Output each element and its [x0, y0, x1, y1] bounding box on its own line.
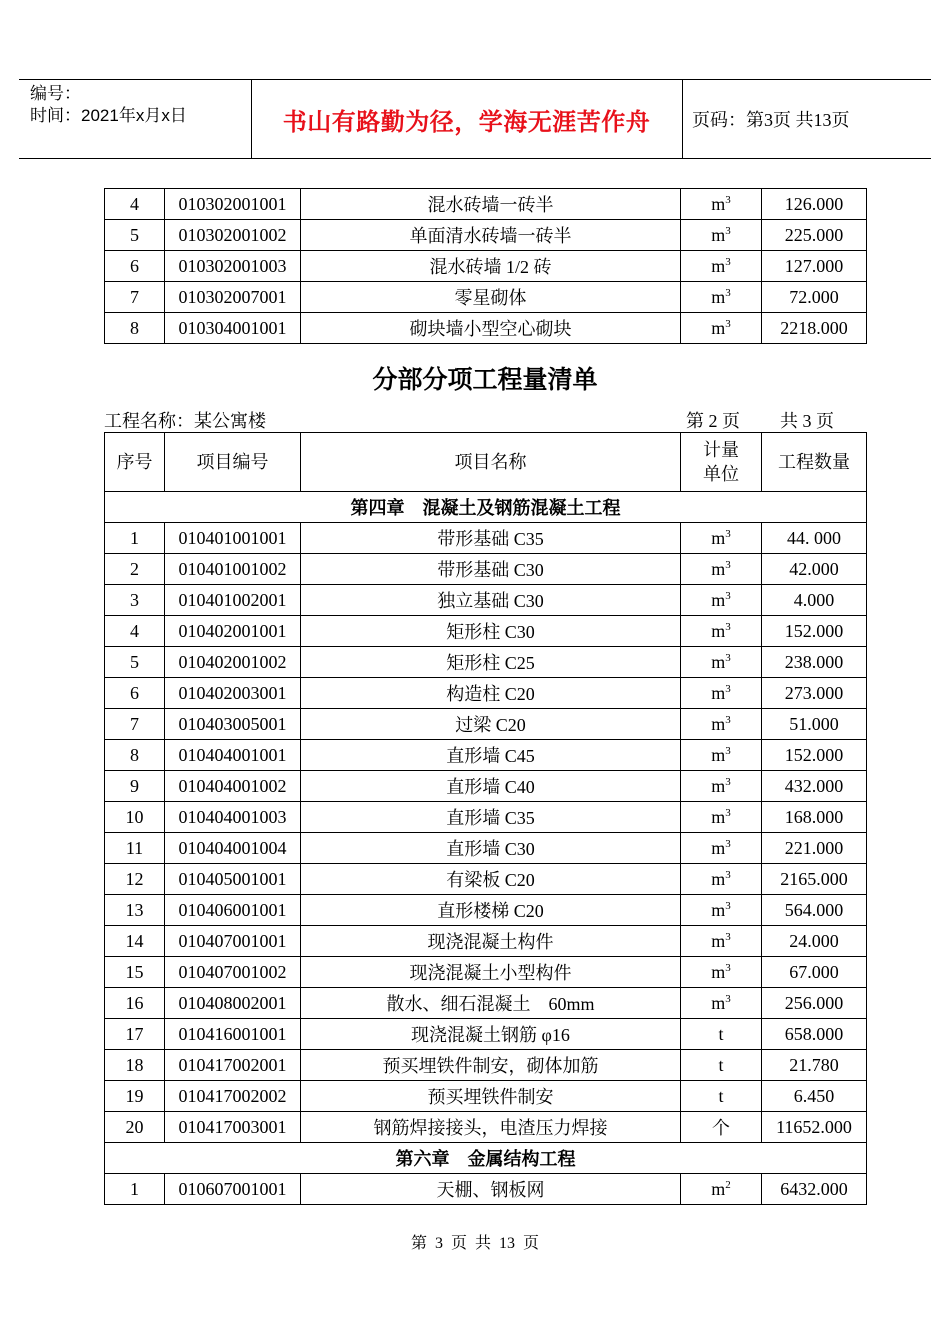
- row-no: 7: [105, 282, 165, 313]
- row-unit: [681, 251, 762, 282]
- row-unit: [681, 1112, 762, 1143]
- chapter-row: [105, 1143, 867, 1174]
- table-row: [105, 1174, 867, 1205]
- header-name: 项目名称: [301, 433, 681, 492]
- row-no: 17: [105, 1019, 165, 1050]
- row-no: 6: [105, 678, 165, 709]
- row-code: 010404001001: [165, 740, 301, 771]
- row-unit-symbol: m: [711, 1178, 726, 1199]
- row-unit-exponent: 3: [725, 682, 731, 695]
- row-name: 混水砖墙 1/2 砖: [301, 251, 681, 282]
- row-qty: 168.000: [762, 802, 867, 833]
- row-no: 1: [105, 1174, 165, 1205]
- row-unit: [681, 709, 762, 740]
- row-name: 天棚、钢板网: [301, 1174, 681, 1205]
- row-unit: [681, 864, 762, 895]
- row-unit: [681, 282, 762, 313]
- row-name: 有梁板 C20: [301, 864, 681, 895]
- row-qty: 2165.000: [762, 864, 867, 895]
- row-qty: 152.000: [762, 740, 867, 771]
- row-unit-symbol: m: [711, 193, 726, 214]
- row-qty: 432.000: [762, 771, 867, 802]
- table-row: [105, 585, 867, 616]
- row-unit-symbol: m: [711, 286, 726, 307]
- chapter-6-heading: 第六章 金属结构工程: [105, 1143, 867, 1174]
- chapter-row: [105, 492, 867, 523]
- row-unit-exponent: 3: [725, 930, 731, 943]
- row-name: 零星砌体: [301, 282, 681, 313]
- row-qty: 51.000: [762, 709, 867, 740]
- row-name: 矩形柱 C30: [301, 616, 681, 647]
- row-unit-symbol: m: [711, 713, 726, 734]
- row-name: 矩形柱 C25: [301, 647, 681, 678]
- row-unit-exponent: 3: [725, 224, 731, 237]
- row-code: 010417003001: [165, 1112, 301, 1143]
- row-code: 010401002001: [165, 585, 301, 616]
- header-page-info: 页码：第3页 共13页: [692, 110, 850, 130]
- row-code: 010402001002: [165, 647, 301, 678]
- table-row: [105, 282, 867, 313]
- row-unit-symbol: m: [711, 317, 726, 338]
- row-name: 现浇混凝土小型构件: [301, 957, 681, 988]
- table-row: [105, 1019, 867, 1050]
- row-unit: [681, 802, 762, 833]
- row-unit-symbol: m: [711, 620, 726, 641]
- table-row: [105, 616, 867, 647]
- table-row: [105, 895, 867, 926]
- row-code: 010407001001: [165, 926, 301, 957]
- table-row: [105, 189, 867, 220]
- row-no: 5: [105, 647, 165, 678]
- table-row: [105, 678, 867, 709]
- page-footer: 第 3 页 共 13 页: [410, 1235, 539, 1252]
- table-row: [105, 647, 867, 678]
- row-no: 9: [105, 771, 165, 802]
- row-code: 010406001001: [165, 895, 301, 926]
- row-name: 直形墙 C30: [301, 833, 681, 864]
- row-unit-exponent: 3: [725, 193, 731, 206]
- row-unit-symbol: m: [711, 930, 726, 951]
- row-unit: [681, 523, 762, 554]
- table-row: [105, 709, 867, 740]
- header-motto: 书山有路勤为径，学海无涯苦作舟: [251, 80, 683, 158]
- table-row: [105, 771, 867, 802]
- row-no: 5: [105, 220, 165, 251]
- row-qty: 44. 000: [762, 523, 867, 554]
- row-code: 010302007001: [165, 282, 301, 313]
- row-qty: 24.000: [762, 926, 867, 957]
- row-name: 带形基础 C30: [301, 554, 681, 585]
- table-row: [105, 523, 867, 554]
- row-unit-symbol: m: [711, 899, 726, 920]
- row-no: 6: [105, 251, 165, 282]
- row-unit: [681, 1019, 762, 1050]
- row-qty: 256.000: [762, 988, 867, 1019]
- row-unit-symbol: t: [718, 1085, 724, 1106]
- row-unit-exponent: 3: [725, 713, 731, 726]
- row-unit: [681, 926, 762, 957]
- row-code: 010607001001: [165, 1174, 301, 1205]
- row-qty: 152.000: [762, 616, 867, 647]
- row-unit: [681, 678, 762, 709]
- row-unit-symbol: m: [711, 224, 726, 245]
- row-unit-exponent: 3: [725, 837, 731, 850]
- row-unit: [681, 1174, 762, 1205]
- row-unit: [681, 585, 762, 616]
- row-unit-symbol: m: [711, 837, 726, 858]
- header-unit-line2: 单位: [703, 464, 739, 484]
- row-unit-symbol: m: [711, 806, 726, 827]
- row-unit-exponent: 3: [725, 744, 731, 757]
- row-name: 构造柱 C20: [301, 678, 681, 709]
- row-code: 010417002002: [165, 1081, 301, 1112]
- row-qty: 42.000: [762, 554, 867, 585]
- row-no: 11: [105, 833, 165, 864]
- row-unit-symbol: 个: [712, 1118, 730, 1138]
- row-unit-exponent: 3: [725, 286, 731, 299]
- row-name: 现浇混凝土钢筋 φ16: [301, 1019, 681, 1050]
- row-code: 010408002001: [165, 988, 301, 1019]
- header-code: 项目编号: [165, 433, 301, 492]
- row-name: 直形墙 C40: [301, 771, 681, 802]
- row-qty: 4.000: [762, 585, 867, 616]
- row-name: 砌块墙小型空心砌块: [301, 313, 681, 344]
- row-qty: 658.000: [762, 1019, 867, 1050]
- row-unit-exponent: 3: [725, 317, 731, 330]
- header-unit-line1: 计量: [703, 440, 739, 460]
- row-unit: [681, 616, 762, 647]
- row-unit-exponent: 3: [725, 775, 731, 788]
- row-no: 16: [105, 988, 165, 1019]
- row-unit-symbol: m: [711, 775, 726, 796]
- row-unit-symbol: m: [711, 589, 726, 610]
- row-unit: [681, 1081, 762, 1112]
- header-unit: [681, 433, 762, 492]
- table-row: [105, 251, 867, 282]
- row-qty: 72.000: [762, 282, 867, 313]
- table-row: [105, 1112, 867, 1143]
- page-header: [19, 79, 931, 159]
- row-code: 010401001002: [165, 554, 301, 585]
- row-code: 010302001003: [165, 251, 301, 282]
- table-row: [105, 740, 867, 771]
- row-qty: 238.000: [762, 647, 867, 678]
- row-unit: [681, 988, 762, 1019]
- row-no: 2: [105, 554, 165, 585]
- row-name: 现浇混凝土构件: [301, 926, 681, 957]
- row-unit-symbol: m: [711, 961, 726, 982]
- row-code: 010404001002: [165, 771, 301, 802]
- row-name: 预买埋铁件制安，砌体加筋: [301, 1050, 681, 1081]
- row-unit-symbol: t: [718, 1054, 724, 1075]
- row-qty: 127.000: [762, 251, 867, 282]
- project-name: 工程名称：某公寓楼: [104, 411, 266, 431]
- row-unit-symbol: t: [718, 1023, 724, 1044]
- row-name: 单面清水砖墙一砖半: [301, 220, 681, 251]
- header-no: 序号: [105, 433, 165, 492]
- row-unit-symbol: m: [711, 527, 726, 548]
- row-name: 独立基础 C30: [301, 585, 681, 616]
- row-unit: [681, 740, 762, 771]
- row-code: 010302001002: [165, 220, 301, 251]
- table-row: [105, 802, 867, 833]
- row-name: 预买埋铁件制安: [301, 1081, 681, 1112]
- row-no: 8: [105, 313, 165, 344]
- row-code: 010302001001: [165, 189, 301, 220]
- row-no: 4: [105, 616, 165, 647]
- row-unit-symbol: m: [711, 651, 726, 672]
- table-header-row: [105, 433, 867, 492]
- table-row: [105, 554, 867, 585]
- row-code: 010402001001: [165, 616, 301, 647]
- row-unit-symbol: m: [711, 682, 726, 703]
- row-name: 散水、细石混凝土 60mm: [301, 988, 681, 1019]
- document-time-label: 时间：2021年x月x日: [30, 106, 187, 125]
- row-name: 钢筋焊接接头，电渣压力焊接: [301, 1112, 681, 1143]
- row-unit: [681, 957, 762, 988]
- row-qty: 564.000: [762, 895, 867, 926]
- row-unit-exponent: 3: [725, 806, 731, 819]
- row-qty: 225.000: [762, 220, 867, 251]
- row-name: 混水砖墙一砖半: [301, 189, 681, 220]
- row-unit-symbol: m: [711, 558, 726, 579]
- row-no: 1: [105, 523, 165, 554]
- row-unit-exponent: 3: [725, 255, 731, 268]
- row-code: 010416001001: [165, 1019, 301, 1050]
- row-no: 13: [105, 895, 165, 926]
- row-name: 过梁 C20: [301, 709, 681, 740]
- row-unit-exponent: 3: [725, 961, 731, 974]
- row-unit-exponent: 2: [725, 1178, 731, 1191]
- row-qty: 11652.000: [762, 1112, 867, 1143]
- table-row: [105, 220, 867, 251]
- row-unit-exponent: 3: [725, 589, 731, 602]
- row-qty: 21.780: [762, 1050, 867, 1081]
- row-unit: [681, 1050, 762, 1081]
- row-unit-exponent: 3: [725, 620, 731, 633]
- row-no: 19: [105, 1081, 165, 1112]
- row-unit: [681, 554, 762, 585]
- row-name: 带形基础 C35: [301, 523, 681, 554]
- row-qty: 6432.000: [762, 1174, 867, 1205]
- row-name: 直形墙 C45: [301, 740, 681, 771]
- row-unit-symbol: m: [711, 255, 726, 276]
- section-page: 第 2 页: [686, 411, 740, 431]
- row-code: 010404001004: [165, 833, 301, 864]
- row-unit-symbol: m: [711, 868, 726, 889]
- row-qty: 221.000: [762, 833, 867, 864]
- row-unit: [681, 833, 762, 864]
- row-no: 20: [105, 1112, 165, 1143]
- row-unit: [681, 647, 762, 678]
- row-name: 直形墙 C35: [301, 802, 681, 833]
- row-unit-exponent: 3: [725, 558, 731, 571]
- row-unit-exponent: 3: [725, 527, 731, 540]
- row-no: 3: [105, 585, 165, 616]
- table-row: [105, 833, 867, 864]
- row-unit-exponent: 3: [725, 651, 731, 664]
- row-qty: 273.000: [762, 678, 867, 709]
- row-unit: [681, 895, 762, 926]
- quantity-table-continued: [104, 188, 867, 344]
- chapter-4-heading: 第四章 混凝土及钢筋混凝土工程: [105, 492, 867, 523]
- row-unit-exponent: 3: [725, 868, 731, 881]
- document-number-label: 编号：: [30, 84, 81, 103]
- row-unit: [681, 220, 762, 251]
- row-code: 010304001001: [165, 313, 301, 344]
- row-qty: 67.000: [762, 957, 867, 988]
- row-unit: [681, 189, 762, 220]
- row-no: 10: [105, 802, 165, 833]
- table-row: [105, 313, 867, 344]
- row-no: 15: [105, 957, 165, 988]
- row-unit-exponent: 3: [725, 992, 731, 1005]
- table-row: [105, 988, 867, 1019]
- row-no: 7: [105, 709, 165, 740]
- table-row: [105, 1081, 867, 1112]
- row-no: 12: [105, 864, 165, 895]
- row-code: 010403005001: [165, 709, 301, 740]
- row-no: 14: [105, 926, 165, 957]
- row-code: 010417002001: [165, 1050, 301, 1081]
- table-row: [105, 926, 867, 957]
- row-code: 010401001001: [165, 523, 301, 554]
- header-meta: [19, 80, 252, 158]
- row-qty: 126.000: [762, 189, 867, 220]
- header-qty: 工程数量: [762, 433, 867, 492]
- section-total-pages: 共 3 页: [780, 411, 834, 431]
- row-no: 8: [105, 740, 165, 771]
- row-name: 直形楼梯 C20: [301, 895, 681, 926]
- row-unit-symbol: m: [711, 992, 726, 1013]
- table-row: [105, 1050, 867, 1081]
- row-no: 4: [105, 189, 165, 220]
- table-row: [105, 864, 867, 895]
- row-code: 010407001002: [165, 957, 301, 988]
- row-no: 18: [105, 1050, 165, 1081]
- row-unit-exponent: 3: [725, 899, 731, 912]
- row-code: 010404001003: [165, 802, 301, 833]
- section-title: 分部分项工程量清单: [372, 367, 598, 394]
- table-row: [105, 957, 867, 988]
- row-qty: 2218.000: [762, 313, 867, 344]
- row-unit: [681, 771, 762, 802]
- row-code: 010402003001: [165, 678, 301, 709]
- row-code: 010405001001: [165, 864, 301, 895]
- row-qty: 6.450: [762, 1081, 867, 1112]
- row-unit: [681, 313, 762, 344]
- project-info-line: [104, 407, 866, 431]
- quantity-table: [104, 432, 867, 1205]
- row-unit-symbol: m: [711, 744, 726, 765]
